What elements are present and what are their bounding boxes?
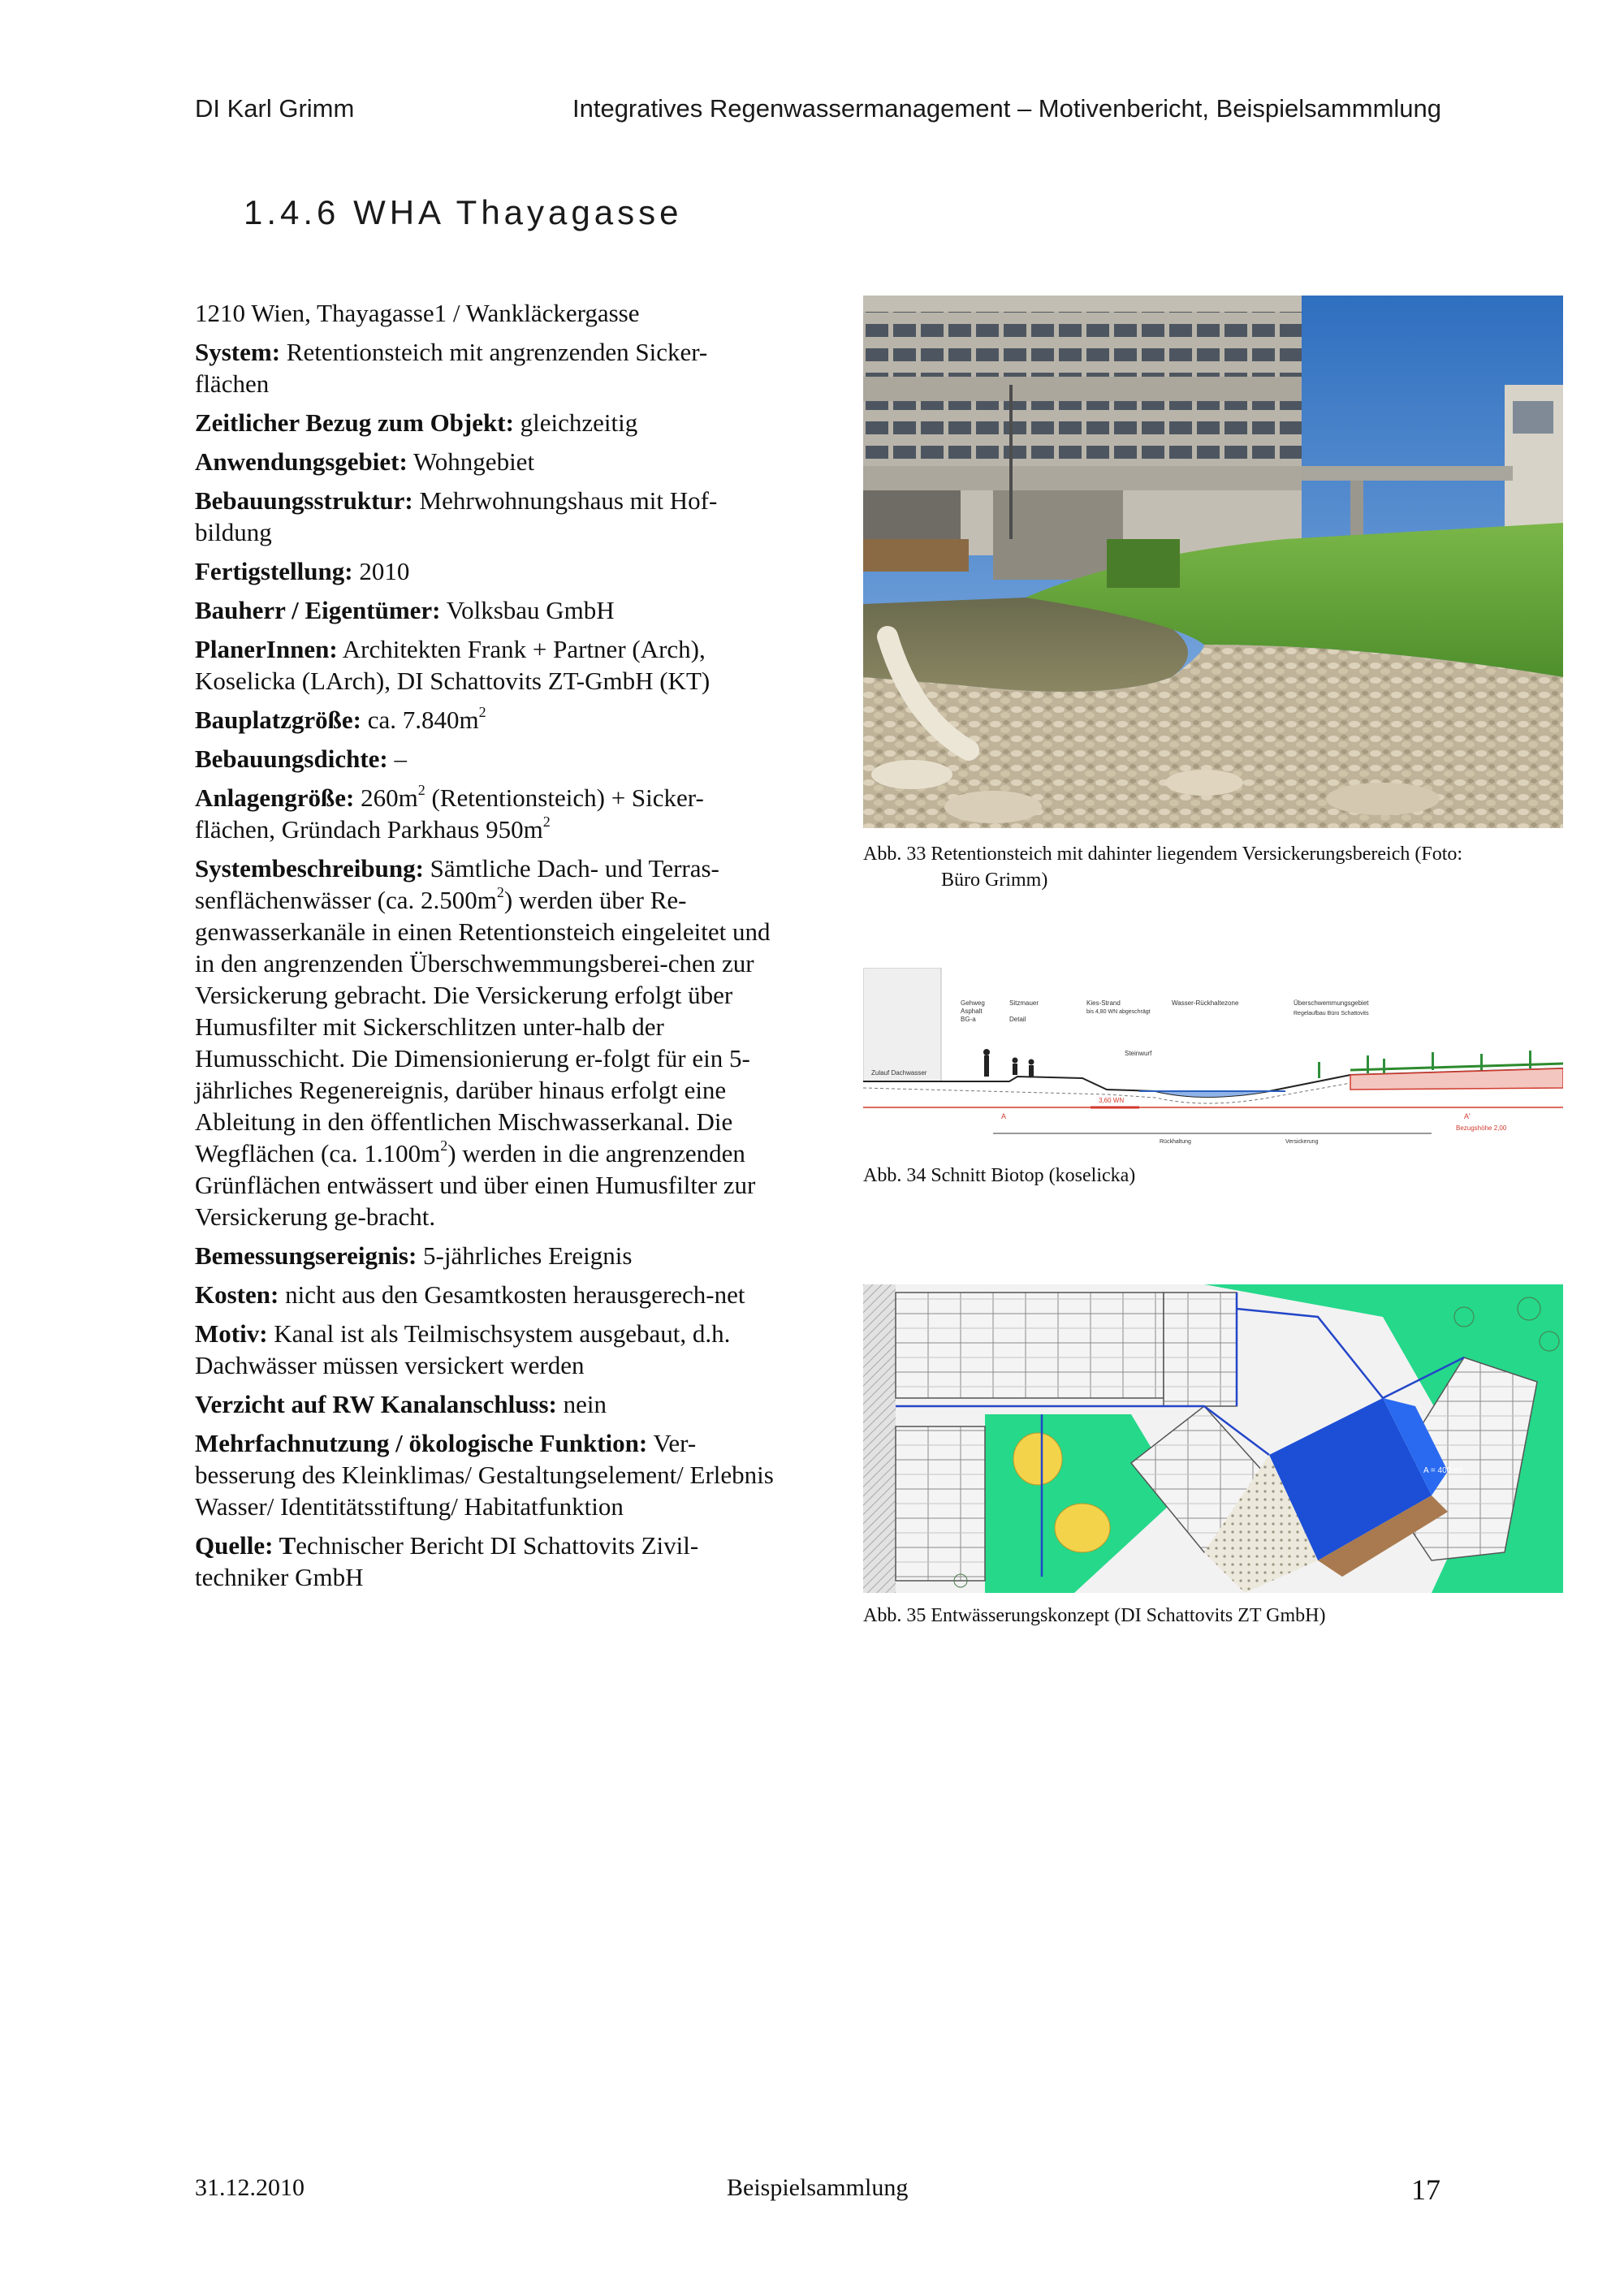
label-sitzmauer: Sitzmauer — [1009, 999, 1039, 1007]
field-verzicht: Verzicht auf RW Kanalanschluss: nein — [195, 1390, 607, 1418]
field-system: System: Retentionsteich mit angrenzenden Sicker-flächen — [195, 338, 708, 398]
field-systembeschreibung: Systembeschreibung: Sämtliche Dach- und Terras-senflächenwässer (ca. $2.500m^2$) werden über Re-genwasserkanäle in einen Retentionsteich eingeleitet und in den angrenzenden Überschwemmungsberei-chen zur Versickerung gebracht. Die Versickerung erfolgt über Humusfilter mit Sickerschlitzen unter-halb der Humusschicht. Die Dimensionierung er-folgt für ein 5-jährliches Regenereignis, darüber hinaus erfolgt eine Ableitung in den öffentlichen Mischwasserkanal. Die Wegflächen (ca. $1.100m^2$) werden in die angrenzenden Grünflächen entwässert und über einen Humusfilter zur Versickerung ge-bracht. — [195, 854, 771, 1231]
label-ueberschwemmungsgebiet: Überschwemmungsgebiet — [1294, 999, 1369, 1007]
section-drawing-biotop — [863, 968, 1563, 1151]
figure-33-caption-line1: Abb. 33 Retentionsteich mit dahinter liegendem Versickerungsbereich (Foto: — [863, 844, 1463, 865]
figure-33-caption-line2: Büro Grimm) — [941, 870, 1048, 891]
label-versickerung: Versickerung — [1285, 1139, 1319, 1145]
field-bauherr: Bauherr / Eigentümer: Volksbau GmbH — [195, 596, 615, 624]
label-wasser-rueckhaltezone: Wasser-Rückhaltezone — [1172, 999, 1239, 1007]
figure-33-caption — [863, 841, 1563, 893]
plan-area-label: A = 400 m² — [1423, 1466, 1463, 1475]
field-bebauungsdichte: Bebauungsdichte: – — [195, 744, 407, 773]
field-kosten: Kosten: nicht aus den Gesamtkosten herausgerech-net — [195, 1280, 745, 1309]
field-zeitlicher-bezug: Zeitlicher Bezug zum Objekt: gleichzeitig — [195, 408, 638, 437]
label-bezugshoehe: Bezugshöhe 2,00 — [1456, 1124, 1507, 1132]
label-rueckhaltung: Rückhaltung — [1160, 1139, 1191, 1145]
figure-34-caption: Abb. 34 Schnitt Biotop (koselicka) — [863, 1165, 1136, 1186]
retention-pond-photo — [863, 296, 1563, 828]
label-steinwurf: Steinwurf — [1125, 1050, 1152, 1057]
drainage-concept-plan — [863, 1284, 1563, 1593]
label-a-right: A' — [1464, 1112, 1471, 1120]
label-zulauf-dachwasser: Zulauf Dachwasser — [871, 1069, 927, 1077]
field-anlagengroesse: Anlagengröße: $260m^2$ (Retentionsteich) + Sicker-flächen, Gründach Parkhaus $950m^2$ — [195, 781, 704, 844]
header-author: DI Karl Grimm — [195, 94, 355, 123]
label-kies-sub: bis 4,80 WN abgeschrägt — [1086, 1009, 1151, 1015]
footer-center-text: Beispielsammlung — [727, 2174, 909, 2201]
label-bg: BG-a — [961, 1016, 976, 1023]
label-wn: 3,60 WN — [1099, 1097, 1125, 1104]
address: 1210 Wien, Thayagasse1 / Wankläckergasse — [195, 299, 640, 327]
project-details — [195, 297, 780, 1600]
label-regelaufbau: Regelaufbau Büro Schattovits — [1294, 1011, 1369, 1016]
field-quelle: Quelle: Technischer Bericht DI Schattovits Zivil-techniker GmbH — [195, 1531, 699, 1591]
field-bauplatzgroesse: Bauplatzgröße: ca. $7.840m^2$ — [195, 703, 486, 734]
header-document-title: Integratives Regenwassermanagement – Motivenbericht, Beispielsammmlung — [572, 94, 1441, 123]
label-a-left: A — [1001, 1112, 1007, 1120]
field-anwendungsgebiet: Anwendungsgebiet: Wohngebiet — [195, 447, 535, 476]
label-gehweg: Gehweg — [961, 999, 985, 1007]
section-title: 1.4.6 WHA Thayagasse — [244, 193, 683, 231]
field-mehrfachnutzung: Mehrfachnutzung / ökologische Funktion: Ver-besserung des Kleinklimas/ Gestaltungselement/ Erlebnis Wasser/ Identitätsstiftung/ Habitatfunktion — [195, 1429, 774, 1521]
footer-date: 31.12.2010 — [195, 2174, 304, 2201]
label-kies-strand: Kies-Strand — [1086, 999, 1121, 1007]
label-detail: Detail — [1009, 1016, 1026, 1023]
label-asphalt: Asphalt — [961, 1008, 983, 1015]
field-motiv: Motiv: Kanal ist als Teilmischsystem ausgebaut, d.h. Dachwässer müssen versickert werden — [195, 1319, 731, 1379]
figure-35-caption: Abb. 35 Entwässerungskonzept (DI Schattovits ZT GmbH) — [863, 1605, 1326, 1626]
field-bebauungsstruktur: Bebauungsstruktur: Mehrwohnungshaus mit Hof-bildung — [195, 486, 718, 546]
field-planerinnen: PlanerInnen: Architekten Frank + Partner (Arch), Koselicka (LArch), DI Schattovits ZT-GmbH (KT) — [195, 635, 710, 695]
field-bemessungsereignis: Bemessungsereignis: 5-jährliches Ereignis — [195, 1241, 633, 1270]
page-number: 17 — [1411, 2173, 1440, 2206]
field-fertigstellung: Fertigstellung: 2010 — [195, 557, 410, 585]
